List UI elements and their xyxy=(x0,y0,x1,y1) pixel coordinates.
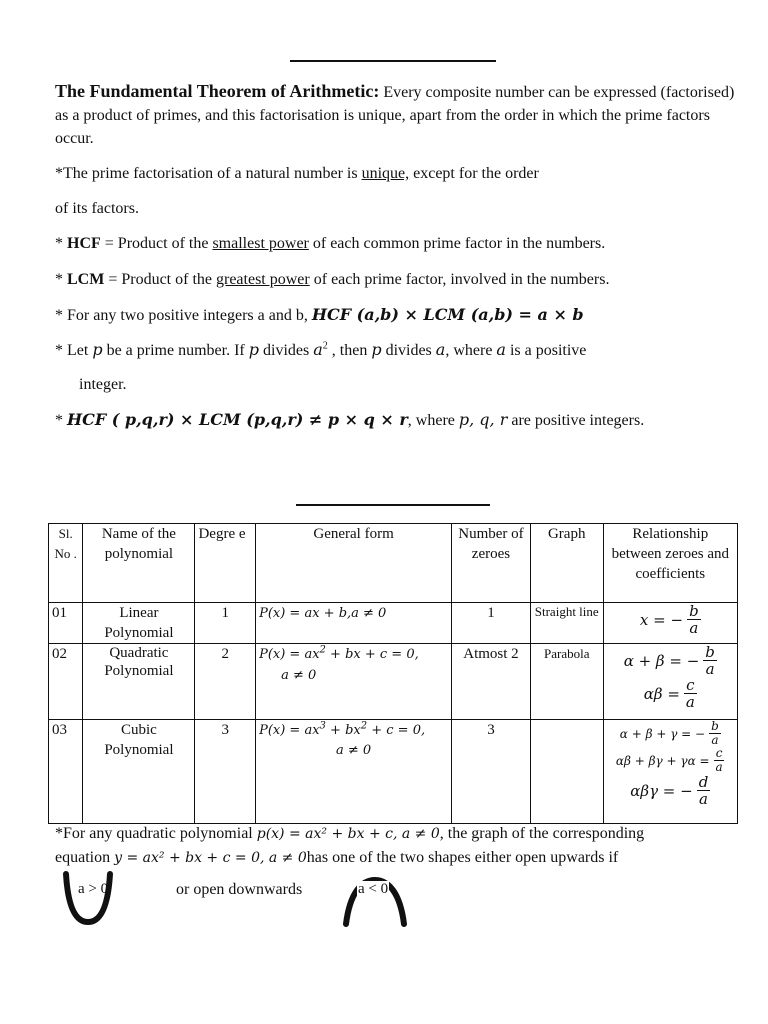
fraction-denominator: a xyxy=(699,790,708,808)
fraction-denominator: a xyxy=(685,693,695,711)
relation-lhs: α + β + γ = − xyxy=(619,726,706,741)
lcm-definition xyxy=(55,268,735,291)
unique-text-line2: of its factors. xyxy=(55,200,139,217)
header-sl-no: Sl. No . xyxy=(49,524,83,603)
fraction-denominator: a xyxy=(689,619,699,637)
hcf-text-pre: = Product of the xyxy=(100,235,213,252)
note-text-2: , the graph of the corresponding xyxy=(439,825,645,842)
form-exponent: 2 xyxy=(319,644,326,656)
row-degree: 3 xyxy=(195,720,256,824)
unique-text-pre: *The prime factorisation of a natural number is xyxy=(55,165,362,182)
fraction xyxy=(703,644,717,677)
row-graph: Parabola xyxy=(530,644,603,720)
relation-lhs: αβ + βγ + γα = xyxy=(615,753,710,768)
unique-factorisation-line xyxy=(55,162,735,185)
table-row xyxy=(49,603,738,644)
three-integers-property xyxy=(55,408,735,432)
fraction-numerator: c xyxy=(686,676,695,694)
upward-parabola-icon xyxy=(58,868,118,928)
form-part: + c = 0, xyxy=(367,723,426,738)
lcm-underlined: greatest power xyxy=(216,271,310,288)
form-exponent: 2 xyxy=(360,720,368,732)
table-header-row xyxy=(49,524,738,603)
fraction-denominator: a xyxy=(705,660,715,678)
row-relationship xyxy=(603,720,737,824)
form-part: + bx + c = 0, xyxy=(325,647,419,662)
prime-text-line2: integer. xyxy=(79,376,127,393)
form-part: + bx xyxy=(325,723,361,738)
relation-lhs: x = − xyxy=(639,610,684,629)
prime-text-6: , where xyxy=(445,342,497,359)
lcm-label: LCM xyxy=(67,271,105,288)
row-graph xyxy=(530,720,603,824)
lcm-text-post: of each prime factor, involved in the numbers. xyxy=(309,271,610,288)
fraction xyxy=(687,603,701,636)
prime-text-2: be a prime number. If xyxy=(102,342,249,359)
row-graph: Straight line xyxy=(530,603,603,644)
relation-sum xyxy=(607,644,734,677)
row-general-form xyxy=(256,720,452,824)
fraction xyxy=(714,747,725,774)
form-condition: a ≠ 0 xyxy=(335,743,372,758)
header-relationship: Relationship between zeroes and coefficients xyxy=(603,524,737,603)
prime-divides-property xyxy=(55,338,735,362)
top-divider xyxy=(290,60,496,62)
note-text-4: has one of the two shapes either open upwards if xyxy=(306,849,619,866)
relation-pair-sum xyxy=(607,747,734,774)
relation-sum xyxy=(607,603,734,636)
unique-factorisation-line-2 xyxy=(55,197,735,220)
row-sl: 02 xyxy=(49,644,83,720)
table-row xyxy=(49,644,738,720)
row-zeroes: Atmost 2 xyxy=(452,644,531,720)
row-name: Linear Polynomial xyxy=(83,603,195,644)
header-name: Name of the polynomial xyxy=(83,524,195,603)
row-sl: 01 xyxy=(49,603,83,644)
lcm-star: * xyxy=(55,271,67,288)
prime-var-p: p xyxy=(371,340,382,359)
three-star: * xyxy=(55,412,67,429)
relation-product xyxy=(607,774,734,807)
note-math-1: p(x) = ax² + bx + c, a ≠ 0 xyxy=(256,826,440,842)
three-vars: p, q, r xyxy=(458,410,508,429)
note-text-1: *For any quadratic polynomial xyxy=(55,825,257,842)
theorem-title: The Fundamental Theorem of Arithmetic: xyxy=(55,81,380,101)
hcf-star: * xyxy=(55,235,67,252)
form-part: P(x) = ax xyxy=(259,723,320,738)
prime-var-a: a xyxy=(496,340,506,359)
unique-text-post: except for the order xyxy=(409,165,539,182)
relation-lhs: αβ = xyxy=(643,684,680,703)
prime-var-a: a xyxy=(313,340,323,359)
three-text-2: are positive integers. xyxy=(507,412,645,429)
fraction-denominator: a xyxy=(715,760,723,774)
prime-var-a: a xyxy=(435,340,446,359)
two-int-formula: HCF (a,b) × LCM (a,b) = a × b xyxy=(311,305,584,324)
three-formula: HCF ( p,q,r) × LCM (p,q,r) ≠ p × q × r xyxy=(67,410,408,429)
fraction-numerator: b xyxy=(689,602,699,620)
prime-star: * xyxy=(55,342,67,359)
row-degree: 1 xyxy=(195,603,256,644)
prime-text-4: , then xyxy=(327,342,372,359)
relation-product xyxy=(607,677,734,710)
prime-text-3: divides xyxy=(259,342,314,359)
note-text-3: equation xyxy=(55,849,115,866)
row-zeroes: 1 xyxy=(452,603,531,644)
downward-condition-label: a < 0 xyxy=(358,881,389,897)
fraction-numerator: d xyxy=(698,773,709,791)
downward-text: or open downwards xyxy=(176,881,303,898)
hcf-text-post: of each common prime factor in the numbers. xyxy=(308,235,606,252)
form-text: P(x) = ax + b,a ≠ 0 xyxy=(259,606,387,621)
hcf-underlined: smallest power xyxy=(212,235,309,252)
theorem-text: Every composite number can be expressed (factorised) as a product of primes, and this factorisation is unique, apart from the order in which the prime factors occur. xyxy=(55,84,735,147)
prime-var-p: p xyxy=(248,340,259,359)
fraction-denominator: a xyxy=(711,733,719,747)
prime-text-5: divides xyxy=(381,342,436,359)
header-zeroes: Number of zeroes xyxy=(452,524,531,603)
header-degree: Degre e xyxy=(195,524,256,603)
row-degree: 2 xyxy=(195,644,256,720)
prime-var-p: p xyxy=(92,340,103,359)
two-integers-property xyxy=(55,303,735,327)
middle-divider xyxy=(296,504,490,506)
table-row xyxy=(49,720,738,824)
row-relationship xyxy=(603,644,737,720)
fraction xyxy=(684,677,697,710)
row-relationship xyxy=(603,603,737,644)
relation-lhs: αβγ = − xyxy=(630,781,693,800)
form-exponent: 3 xyxy=(319,720,326,732)
quadratic-graph-note xyxy=(55,822,745,870)
row-general-form xyxy=(256,644,452,720)
row-zeroes: 3 xyxy=(452,720,531,824)
row-name: Quadratic Polynomial xyxy=(83,644,195,720)
two-int-text: * For any two positive integers a and b, xyxy=(55,307,312,324)
unique-word: unique, xyxy=(361,165,410,182)
prime-text-7: is a positive xyxy=(505,342,587,359)
header-general-form: General form xyxy=(256,524,452,603)
prime-text-1: Let xyxy=(67,342,93,359)
form-condition: a ≠ 0 xyxy=(281,668,317,683)
fraction-numerator: b xyxy=(711,719,719,733)
note-math-2: y = ax² + bx + c = 0, a ≠ 0 xyxy=(114,850,307,866)
lcm-text-pre: = Product of the xyxy=(104,271,216,288)
fraction xyxy=(709,720,721,747)
form-part: P(x) = ax xyxy=(259,647,320,662)
row-name: Cubic Polynomial xyxy=(83,720,195,824)
relation-sum xyxy=(607,720,734,747)
upward-condition-label: a > 0 xyxy=(78,881,109,897)
row-general-form xyxy=(256,603,452,644)
fraction xyxy=(697,774,711,807)
theorem-paragraph xyxy=(55,80,735,150)
prime-divides-line-2 xyxy=(79,373,759,396)
prime-exponent: 2 xyxy=(322,340,328,352)
header-graph: Graph xyxy=(530,524,603,603)
row-sl: 03 xyxy=(49,720,83,824)
polynomial-table xyxy=(48,523,738,824)
fraction-numerator: b xyxy=(705,643,715,661)
three-text-1: , where xyxy=(407,412,459,429)
fraction-numerator: c xyxy=(715,746,723,760)
form-text xyxy=(259,720,426,738)
hcf-definition xyxy=(55,232,735,255)
relation-lhs: α + β = − xyxy=(623,651,700,670)
form-text xyxy=(259,644,419,662)
hcf-label: HCF xyxy=(67,235,101,252)
